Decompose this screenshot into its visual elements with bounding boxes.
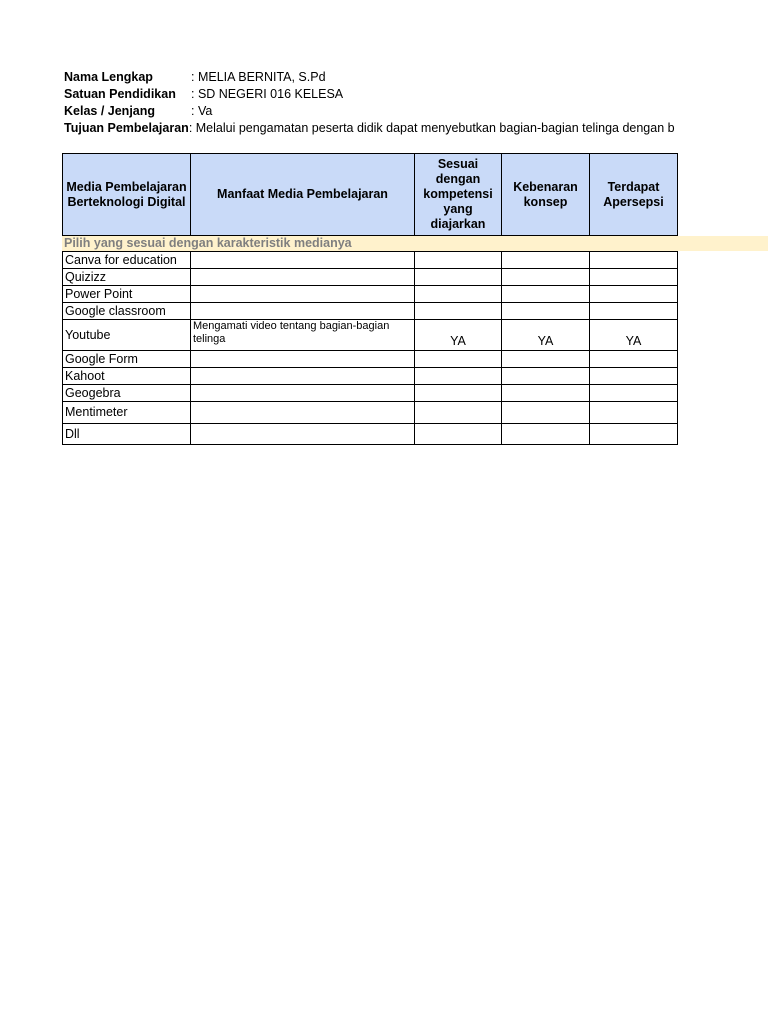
media-cell: Youtube <box>63 320 191 351</box>
media-cell: Kahoot <box>63 368 191 385</box>
sesuai-cell <box>415 351 502 368</box>
apersepsi-cell <box>590 424 678 445</box>
kebenaran-cell <box>502 402 590 424</box>
kebenaran-cell <box>502 269 590 286</box>
sesuai-cell <box>415 303 502 320</box>
sesuai-cell <box>415 402 502 424</box>
info-row-nama <box>64 69 675 86</box>
kelas-value: : Va <box>191 104 213 118</box>
header-row <box>63 154 678 236</box>
kebenaran-cell <box>502 385 590 402</box>
satuan-label: Satuan Pendidikan <box>64 87 176 101</box>
identity-section <box>64 69 675 137</box>
header-media: Media Pembelajaran Berteknologi Digital <box>63 154 191 236</box>
manfaat-cell <box>191 303 415 320</box>
tujuan-value: : Melalui pengamatan peserta didik dapat menyebutkan bagian-bagian telinga dengan b <box>188 121 675 135</box>
table-row <box>63 286 678 303</box>
nama-label: Nama Lengkap <box>64 70 153 84</box>
nama-value: : MELIA BERNITA, S.Pd <box>191 70 326 84</box>
info-row-kelas <box>64 103 675 120</box>
satuan-value: : SD NEGERI 016 KELESA <box>191 87 344 101</box>
manfaat-cell <box>191 269 415 286</box>
media-cell: Quizizz <box>63 269 191 286</box>
apersepsi-cell <box>590 303 678 320</box>
manfaat-cell <box>191 385 415 402</box>
info-clip <box>64 0 678 140</box>
media-cell: Dll <box>63 424 191 445</box>
info-row-satuan <box>64 86 675 103</box>
sesuai-cell <box>415 385 502 402</box>
apersepsi-cell <box>590 269 678 286</box>
kebenaran-cell <box>502 286 590 303</box>
apersepsi-cell <box>590 252 678 269</box>
kebenaran-cell <box>502 351 590 368</box>
media-cell: Canva for education <box>63 252 191 269</box>
kebenaran-cell <box>502 303 590 320</box>
sesuai-cell <box>415 269 502 286</box>
tujuan-label: Tujuan Pembelajaran <box>64 121 189 135</box>
sesuai-cell <box>415 368 502 385</box>
sesuai-cell <box>415 424 502 445</box>
kebenaran-cell: YA <box>502 320 590 351</box>
table-row <box>63 368 678 385</box>
manfaat-cell <box>191 424 415 445</box>
apersepsi-cell <box>590 385 678 402</box>
kelas-label: Kelas / Jenjang <box>64 104 156 118</box>
table-row <box>63 402 678 424</box>
kebenaran-cell <box>502 252 590 269</box>
apersepsi-cell <box>590 368 678 385</box>
manfaat-cell <box>191 286 415 303</box>
manfaat-cell <box>191 351 415 368</box>
apersepsi-cell: YA <box>590 320 678 351</box>
sesuai-cell: YA <box>415 320 502 351</box>
table-row <box>63 424 678 445</box>
info-row-tujuan <box>64 120 675 137</box>
instruction-banner: Pilih yang sesuai dengan karakteristik medianya <box>62 236 768 251</box>
sesuai-cell <box>415 252 502 269</box>
sesuai-cell <box>415 286 502 303</box>
apersepsi-cell <box>590 286 678 303</box>
header-apersepsi: Terdapat Apersepsi <box>590 154 678 236</box>
apersepsi-cell <box>590 351 678 368</box>
manfaat-cell <box>191 402 415 424</box>
header-sesuai: Sesuai dengan kompetensi yang diajarkan <box>415 154 502 236</box>
manfaat-cell <box>191 252 415 269</box>
table-row <box>63 303 678 320</box>
media-table <box>62 153 678 445</box>
media-cell: Mentimeter <box>63 402 191 424</box>
kebenaran-cell <box>502 424 590 445</box>
media-cell: Power Point <box>63 286 191 303</box>
header-kebenaran: Kebenaran konsep <box>502 154 590 236</box>
table-row <box>63 269 678 286</box>
apersepsi-cell <box>590 402 678 424</box>
media-cell: Google Form <box>63 351 191 368</box>
table-row <box>63 320 678 351</box>
media-cell: Geogebra <box>63 385 191 402</box>
table-row <box>63 351 678 368</box>
kebenaran-cell <box>502 368 590 385</box>
media-cell: Google classroom <box>63 303 191 320</box>
manfaat-cell <box>191 368 415 385</box>
manfaat-cell: Mengamati video tentang bagian-bagian telinga <box>191 320 415 351</box>
table-row <box>63 252 678 269</box>
table-row <box>63 385 678 402</box>
header-manfaat: Manfaat Media Pembelajaran <box>191 154 415 236</box>
